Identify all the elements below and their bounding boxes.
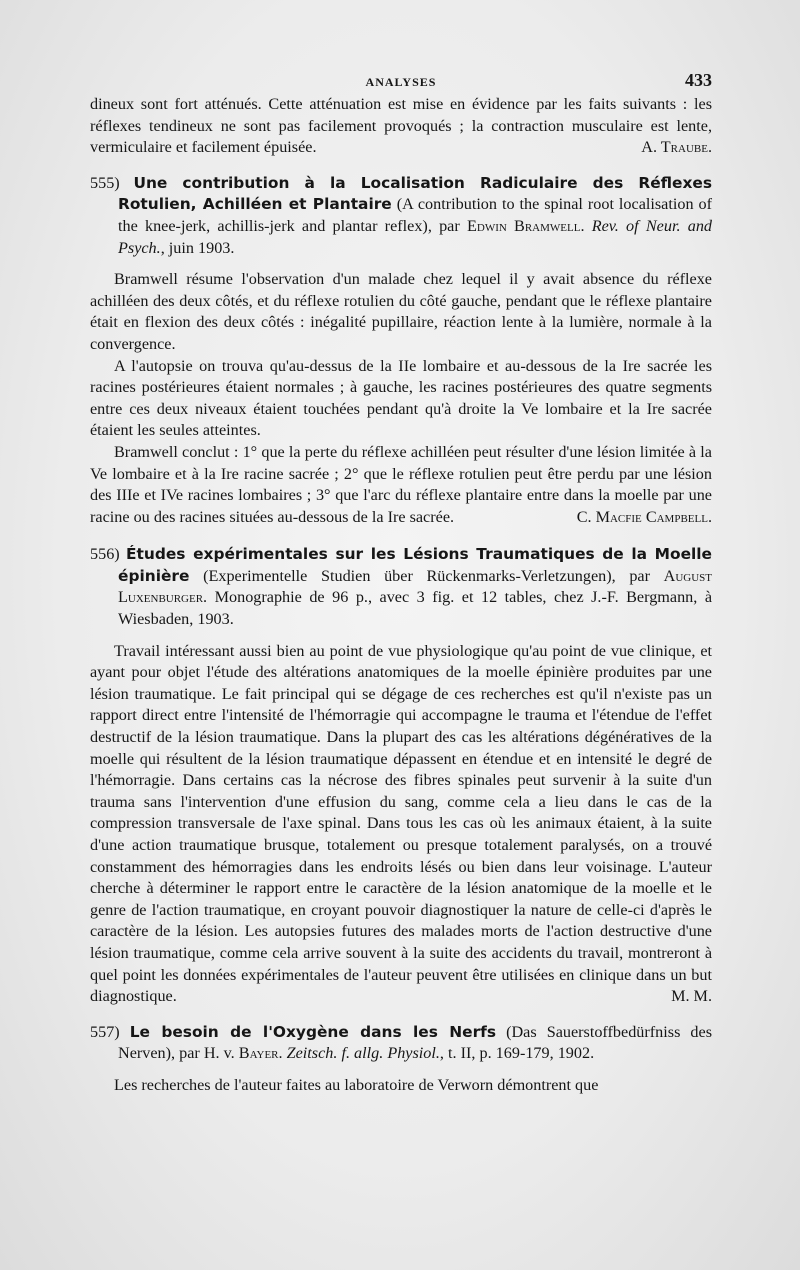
entry-paragraph-last — [90, 641, 712, 1008]
entry-author: Edwin Bramwell. — [467, 216, 585, 235]
entry-date: , t. II, p. 169-179, 1902. — [439, 1044, 595, 1063]
entry-author: Bayer. — [238, 1044, 283, 1063]
entry-number: 556) — [90, 545, 120, 564]
entry-number: 557) — [90, 1022, 120, 1041]
entry-body — [90, 1075, 712, 1097]
entry-heading — [90, 1022, 712, 1065]
entry-paragraph: A l'autopsie on trouva qu'au-dessus de la IIe lombaire et au-dessous de la Ire sacrée les racines postérieures étaient normales ; à gauche, les racines postérieures des quatre segments entre ces deux niveaux étaient touchées pendant qu'à droite la Ve lombaire et la Ire sacrée étaient les seules atteintes. — [90, 356, 712, 440]
entry-body — [90, 641, 712, 1008]
carryover-paragraph — [90, 94, 712, 159]
entry-555 — [90, 173, 712, 529]
running-title: ANALYSES — [365, 75, 437, 89]
entry-557 — [90, 1022, 712, 1097]
running-header — [90, 68, 712, 94]
entry-title: Études expérimentales sur les Lésions Traumatiques de la Moelle épinière — [118, 545, 712, 585]
entry-date: , juin 1903. — [160, 238, 235, 257]
entry-details: Monographie de 96 p., avec 3 fig. et 12 tables, chez J.-F. Bergmann, à Wiesbaden, 1903. — [118, 588, 713, 629]
entry-subtitle: (A contribution to the spinal root localisation of the knee-jerk, achillis-jerk and plantar reflex), par — [118, 195, 713, 235]
carryover-text: dineux sont fort atténués. Cette atténuation est mise en évidence par les faits suivants : les réflexes tendineux ne sont pas facilement provoqués ; la contraction musculaire est lente, vermiculaire et facilement épuisée. — [90, 95, 712, 157]
entry-heading — [90, 544, 712, 630]
entry-subtitle: (Das Sauerstoffbedürfniss des Nerven), par H. v. — [118, 1022, 712, 1063]
entry-author: August Luxenburger. — [118, 566, 713, 607]
entry-title: Une contribution à la Localisation Radiculaire des Réflexes Rotulien, Achilléen et Plantaire — [118, 173, 712, 214]
entry-signature: C. Macfie Campbell. — [576, 507, 712, 526]
entry-heading — [90, 173, 712, 259]
entry-number: 555) — [90, 173, 120, 192]
entry-paragraph-last — [90, 442, 712, 528]
entry-556 — [90, 544, 712, 1007]
page-number: 433 — [685, 70, 712, 90]
entry-title: Le besoin de l'Oxygène dans les Nerfs — [129, 1022, 497, 1041]
entry-journal: Zeitsch. f. allg. Physiol. — [286, 1044, 440, 1063]
entry-signature: M. M. — [671, 987, 712, 1006]
entry-paragraph: Les recherches de l'auteur faites au laboratoire de Verworn démontrent que — [114, 1075, 599, 1094]
entry-paragraph-text: Bramwell conclut : 1° que la perte du réflexe achilléen peut résulter d'une lésion limitée à la Ve lombaire et à la Ire racine sacrée ; 2° que le réflexe rotulien peut être perdu par une lésion des IIIe et IVe racines lombaires ; 3° que l'arc du réflexe plantaire entre dans la moelle par une racine ou des racines situées au-dessous de la Ire sacrée. — [90, 442, 712, 526]
text-column — [90, 68, 712, 1097]
entry-body — [90, 269, 712, 528]
entry-paragraph: Bramwell résume l'observation d'un malade chez lequel il y avait absence du réflexe achilléen des deux côtés, et du réflexe rotulien du côté gauche, pendant que le réflexe plantaire était en flexion des deux côtés : inégalité pupillaire, réaction lente à la lumière, normale à la convergence. — [90, 270, 712, 353]
entry-paragraph-text: Travail intéressant aussi bien au point de vue physiologique qu'au point de vue clinique, et ayant pour objet l'étude des altérations anatomiques de la moelle épinière produites par une lésion traumatique. Le fait principal qui se dégage de ces recherches est qu'il n'existe pas un rapport direct entre l'intensité de l'hémorragie qui accompagne le trauma et l'étendue de l'effet destructif de la lésion traumatique. Dans la plupart des cas les altérations dégénératives de la moelle qui résultent de la lésion traumatique dépassent en étendue et en intensité le degré de l'hémorragie. Dans certains cas la nécrose des fibres spinales peut survenir à la suite d'un trauma sans l'intervention d'une effusion du sang, comme cela a lieu dans le cas de la compression transversale de l'axe spinal. Dans tous les cas où les animaux étaient, à la suite d'une action traumatique brusque, totalement ou presque totalement paralysés, on a trouvé constamment des hémorragies dans les endroits lésés ou bien dans leur voisinage. L'auteur cherche à déterminer le rapport entre le caractère de la lésion anatomique de la moelle et le genre de l'action traumatique, en croyant pouvoir diagnostiquer la nature de celle-ci d'après le caractère de la lésion. Les autopsies futures des malades morts de l'action destructive d'une lésion traumatique, comme cela arrive souvent à la suite des accidents du travail, montreront à quel point les données expérimentales de l'auteur peuvent être utilisées en clinique dans un but diagnostique. — [90, 641, 712, 1006]
carryover-signature: A. Traube. — [641, 138, 712, 157]
entry-subtitle: (Experimentelle Studien über Rückenmarks-Verletzungen), par — [203, 566, 651, 585]
entry-journal: Rev. of Neur. and Psych. — [118, 216, 713, 257]
